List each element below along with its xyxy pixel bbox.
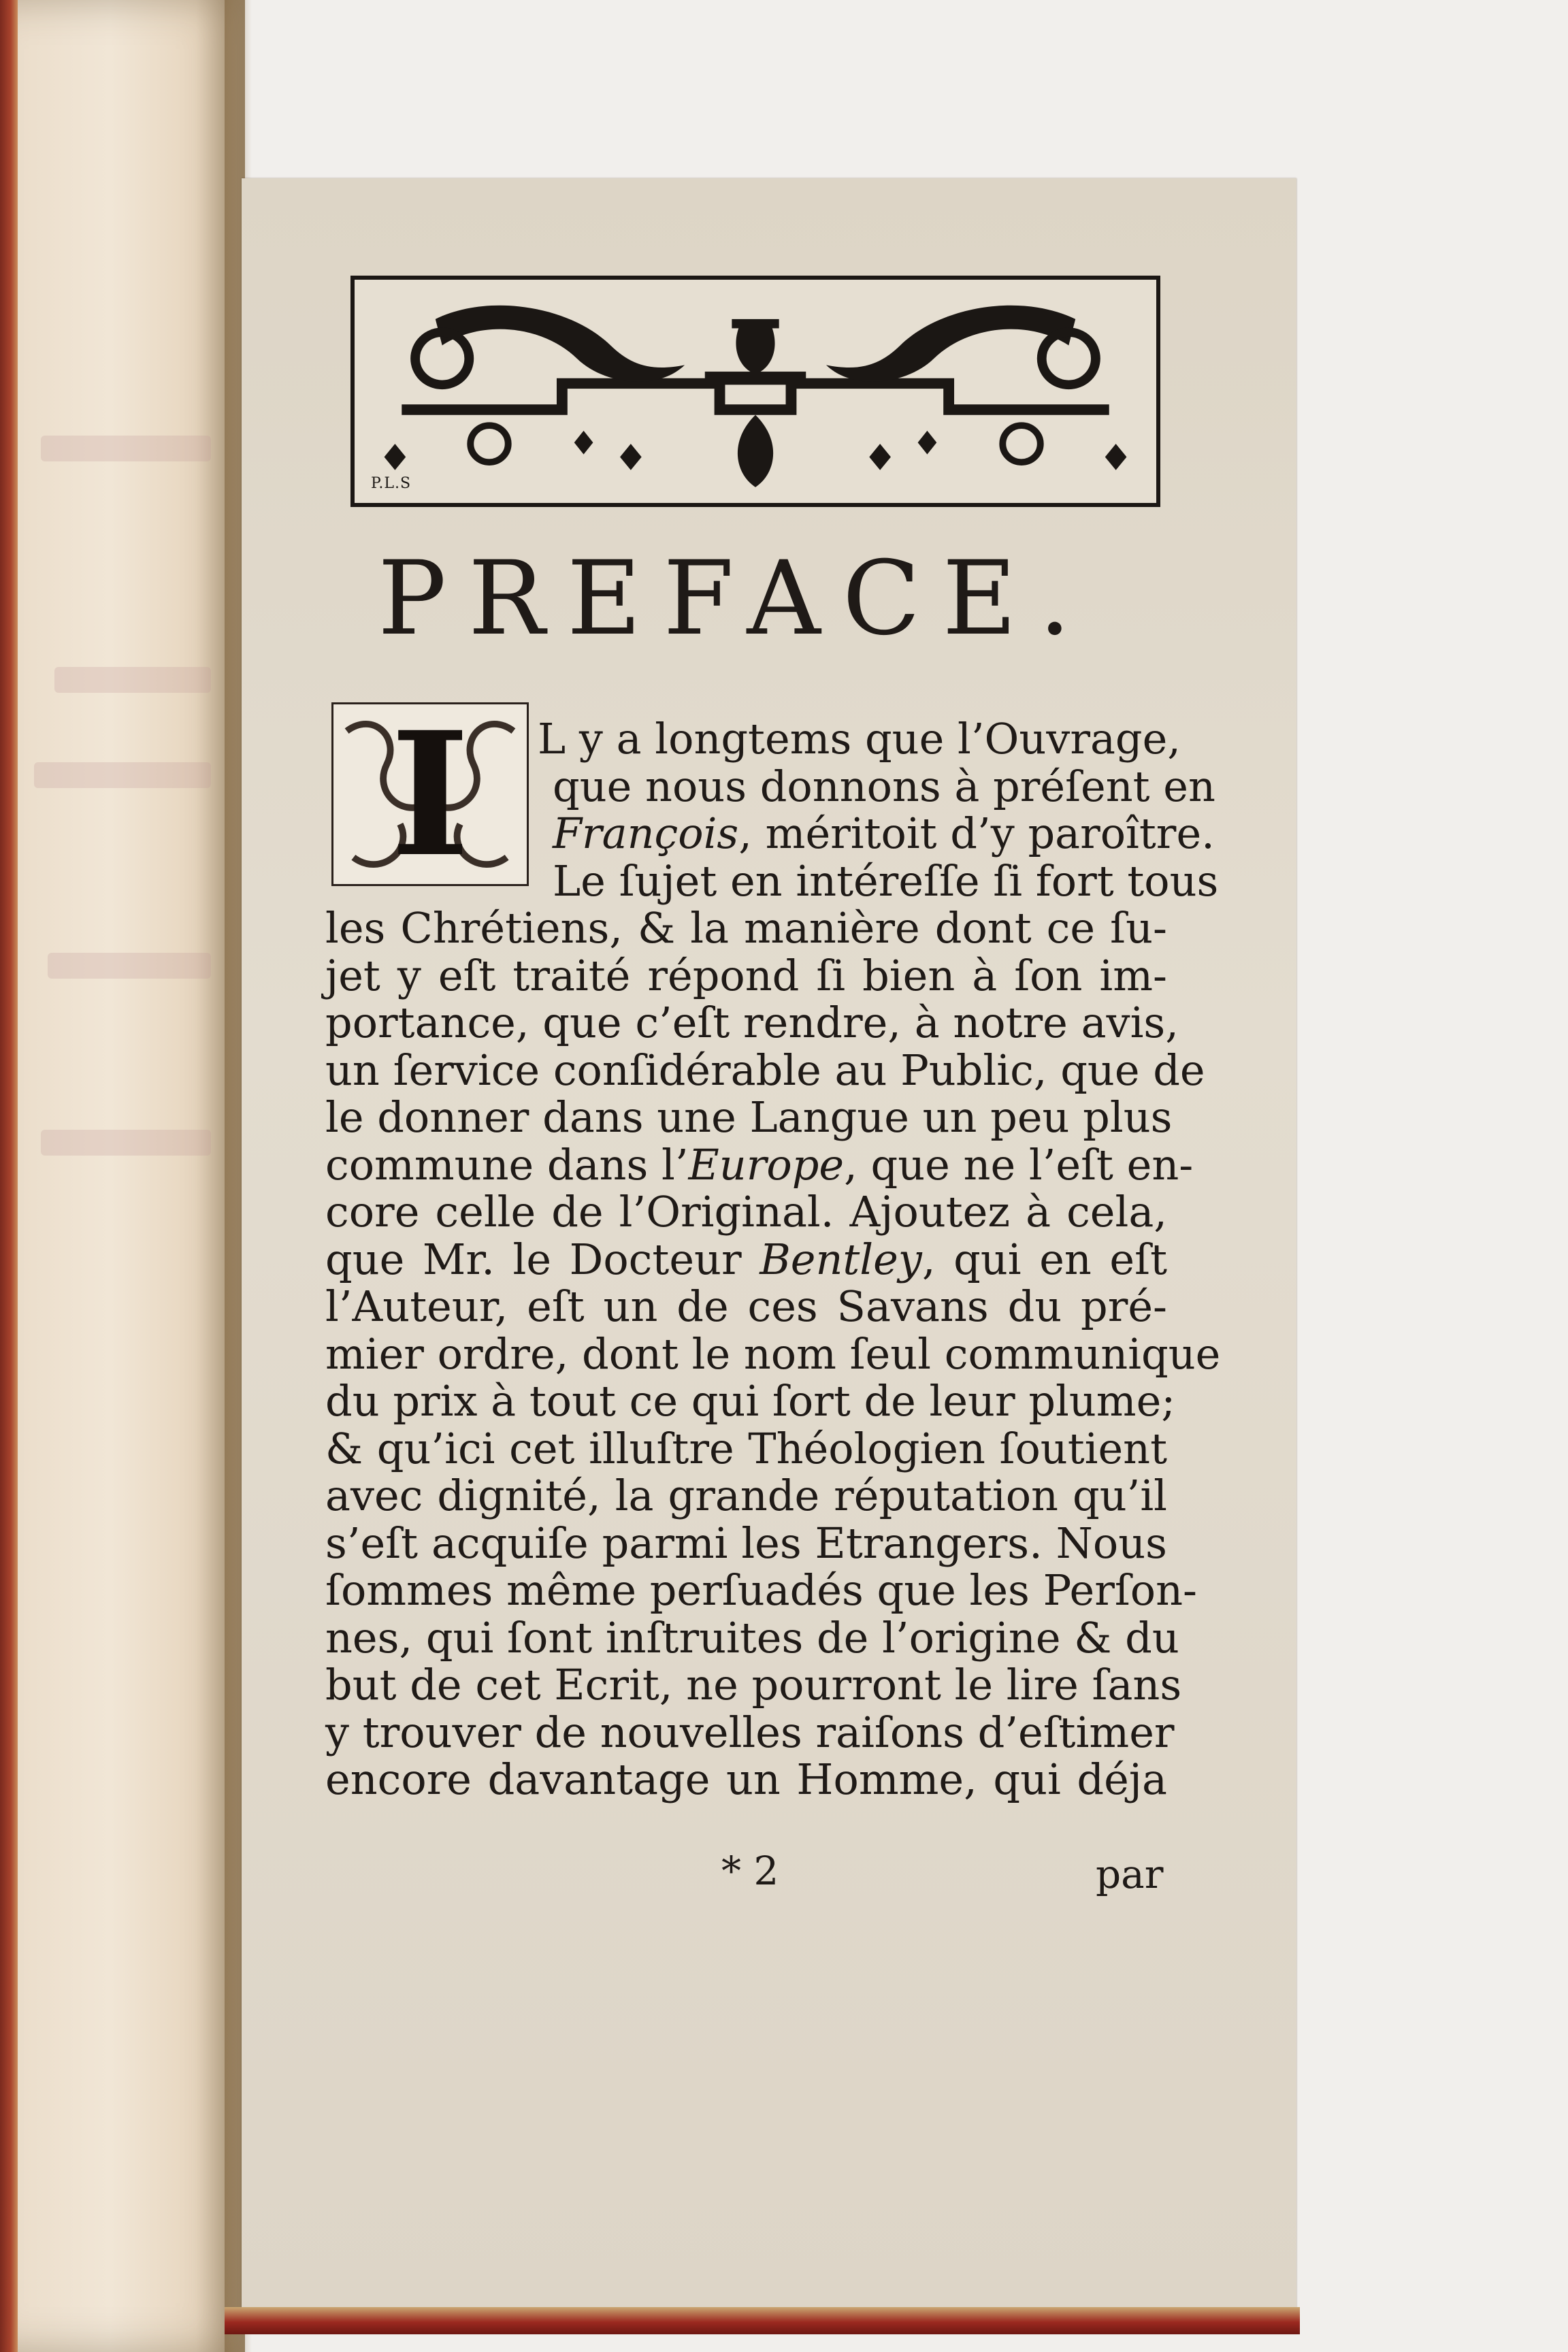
text-line: commune dans l’Europe, que ne l’eſt en- bbox=[325, 1139, 1194, 1190]
headpiece-ornament bbox=[350, 276, 1160, 507]
text-line: L y a longtems que l’Ouvrage, bbox=[538, 714, 1181, 764]
text-line: un ſervice conſidérable au Public, que de bbox=[325, 1045, 1205, 1095]
text-line: ſommes même perſuadés que les Perſon- bbox=[325, 1565, 1197, 1615]
initial-letter: I bbox=[390, 694, 470, 894]
text-line: l’Auteur, eſt un de ces Savans du pré- bbox=[325, 1281, 1167, 1331]
book-bottom-edge bbox=[225, 2307, 1300, 2334]
show-through-text bbox=[54, 667, 211, 693]
book-cover-edge bbox=[0, 0, 18, 2352]
show-through-text bbox=[41, 1130, 211, 1156]
decorated-initial bbox=[331, 694, 529, 894]
show-through-text bbox=[41, 436, 211, 461]
text-line: le donner dans une Langue un peu plus bbox=[325, 1092, 1173, 1142]
text-line: les Chrétiens, & la manière dont ce ſu- bbox=[325, 903, 1167, 953]
signature-mark: * 2 bbox=[721, 1848, 779, 1894]
text-line: y trouver de nouvelles raiſons d’eſtimer bbox=[325, 1707, 1175, 1757]
text-line: & qu’ici cet illuſtre Théologien ſoutient bbox=[325, 1423, 1167, 1473]
text-line: que Mr. le Docteur Bentley, qui en eſt bbox=[325, 1234, 1167, 1284]
text-line: portance, que c’eſt rendre, à notre avis, bbox=[325, 998, 1179, 1047]
text-line: s’eſt acquiſe parmi les Etrangers. Nous bbox=[325, 1518, 1167, 1568]
engraver-initials: P.L.S bbox=[371, 475, 412, 492]
ornament-graphic bbox=[355, 280, 1156, 503]
text-line: encore davantage un Homme, qui déja bbox=[325, 1754, 1167, 1804]
text-line: core celle de l’Original. Ajoutez à cela, bbox=[325, 1187, 1167, 1237]
catchword: par bbox=[1096, 1851, 1164, 1897]
text-line: but de cet Ecrit, ne pourront le lire ſans bbox=[325, 1660, 1182, 1710]
text-line: avec dignité, la grande réputation qu’il bbox=[325, 1471, 1167, 1520]
left-page bbox=[0, 0, 245, 2352]
show-through-text bbox=[34, 762, 211, 788]
show-through-text bbox=[48, 953, 211, 979]
page-title: PREFACE. bbox=[378, 540, 1093, 658]
text-line: mier ordre, dont le nom ſeul communique bbox=[325, 1328, 1221, 1379]
text-line: François, méritoit d’y paroître. bbox=[553, 808, 1215, 858]
text-line: du prix à tout ce qui ſort de leur plume; bbox=[325, 1376, 1176, 1426]
text-line: Le ſujet en intéreſſe ſi fort tous bbox=[553, 855, 1219, 906]
text-line: que nous donnons à préſent en bbox=[553, 761, 1215, 811]
text-line: jet y eſt traité répond ſi bien à ſon im- bbox=[325, 950, 1167, 1000]
text-line: nes, qui ſont inſtruites de l’origine & du bbox=[325, 1612, 1179, 1663]
